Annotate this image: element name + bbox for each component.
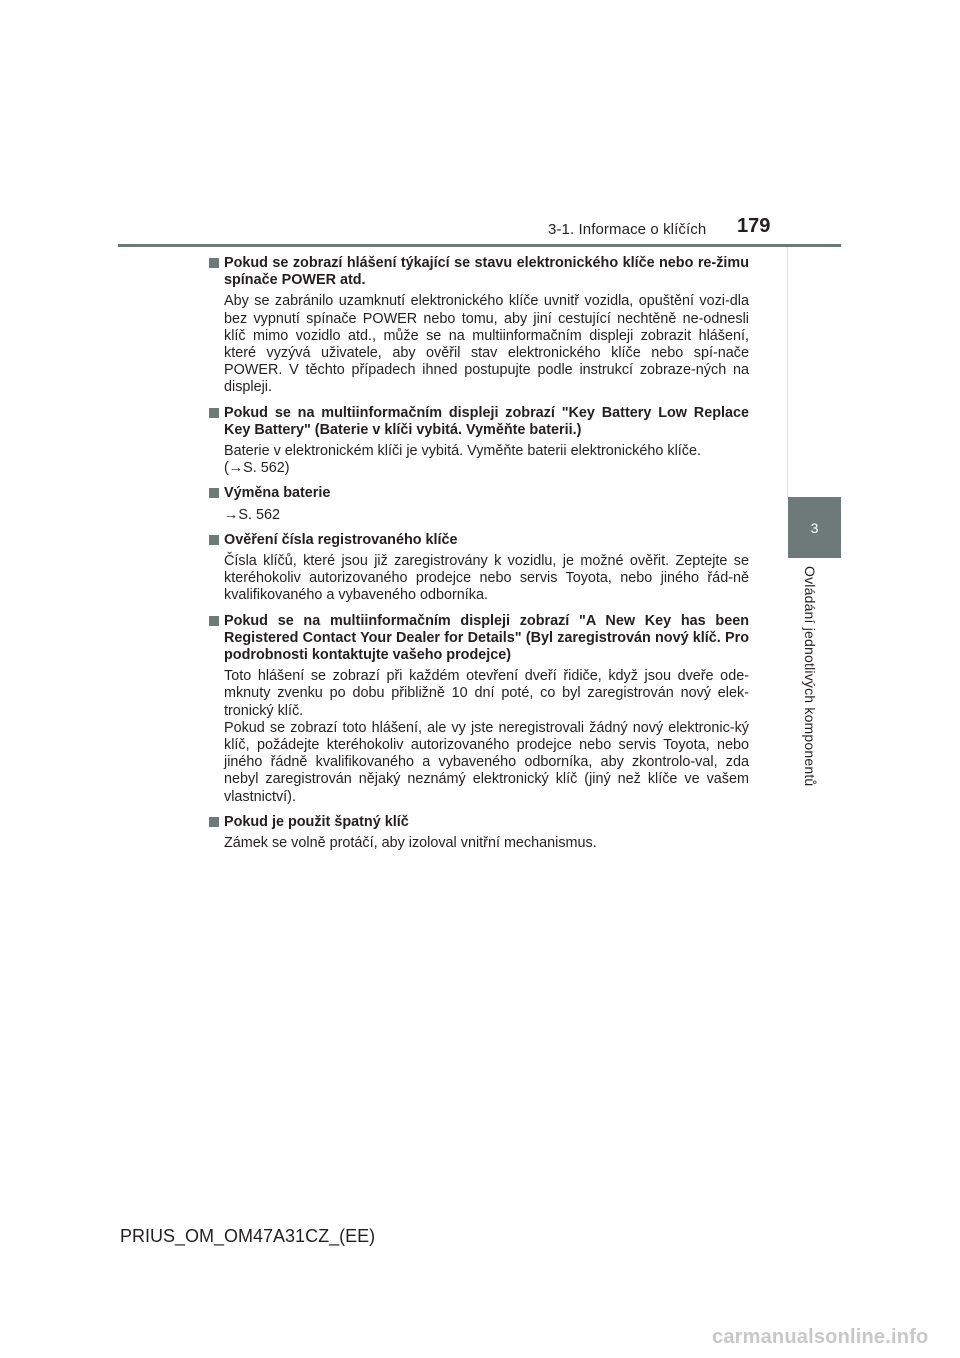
section-new-key-registered: [209, 613, 749, 806]
square-bullet-icon: [209, 817, 219, 827]
side-rule: [787, 247, 842, 497]
section-key-number-check: [209, 532, 749, 605]
square-bullet-icon: [209, 408, 219, 418]
section-heading: Pokud se zobrazí hlášení týkající se stavu elektronického klíče nebo re-žimu spínače POWER atd.: [224, 255, 749, 289]
section-wrong-key: [209, 814, 749, 852]
section-title: 3-1. Informace o klíčích: [548, 221, 707, 238]
header-rule: [118, 244, 841, 247]
section-heading: Pokud se na multiinformačním displeji zobrazí "A New Key has been Registered Contact Your Dealer for Details" (Byl zaregistrován nový klíč. Pro podrobnosti kontaktujte vašeho prodejce): [224, 612, 749, 664]
paragraph: Aby se zabránilo uzamknutí elektronického klíče uvnitř vozidla, opuštění vozi-dla bez vypnutí spínače POWER nebo tomu, aby jiní cestující nechtěně ne-odnesli klíč mimo vozidlo atd., může se na multiinformačním displeji zobrazit hlášení, které vyzývá uživatele, aby ověřil stav elektronického klíče nebo spí-nače POWER. V těchto případech ihned postupujte podle instrukcí zobraze-ných na displeji.: [224, 293, 749, 396]
square-bullet-icon: [209, 616, 219, 626]
square-bullet-icon: [209, 258, 219, 268]
paragraph: Baterie v elektronickém klíči je vybitá. Vyměňte baterii elektronického klíče.: [224, 443, 701, 460]
paragraph: Čísla klíčů, které jsou již zaregistrovány k vozidlu, je možné ověřit. Zeptejte se kteréhokoliv autorizovaného prodejce nebo servis Toyota, nebo jiného řád-ně kvalifikovaného a vybaveného odborníka.: [224, 553, 749, 604]
paragraph: Pokud se zobrazí toto hlášení, ale vy jste neregistrovali žádný nový elektronic-ký klíč, požádejte kteréhokoliv autorizovaného prodejce nebo servis Toyota, nebo jiného řádně kvalifikovaného a vybaveného odborníka, aby zkontrolo-val, zda nebyl zaregistrován nějaký neznámý elektronický klíč (jiný než klíče ve vašem vlastnictví).: [224, 719, 749, 805]
section-key-status-message: [209, 255, 749, 397]
chapter-title: Ovládání jednotlivých komponentů: [802, 566, 818, 787]
paragraph: Zámek se volně protáčí, aby izoloval vnitřní mechanismus.: [224, 835, 597, 852]
page-number: 179: [737, 215, 771, 237]
section-key-battery-low: [209, 405, 749, 478]
page-reference: (→S. 562): [224, 460, 290, 477]
section-heading: Ověření čísla registrovaného klíče: [224, 531, 458, 548]
main-content: [209, 255, 749, 860]
section-heading: Výměna baterie: [224, 485, 331, 502]
paragraph: Toto hlášení se zobrazí při každém otevření dveří řidiče, když jsou dveře ode-mknuty zvenku po dobu přibližně 10 dní poté, co byl zaregistrován nový elek-tronický klíč.: [224, 668, 749, 719]
document-code: PRIUS_OM_OM47A31CZ_(EE): [120, 1226, 376, 1246]
square-bullet-icon: [209, 488, 219, 498]
section-battery-replacement: [209, 485, 749, 523]
page-reference: →S. 562: [224, 506, 280, 523]
chapter-number: 3: [810, 519, 819, 536]
watermark: carmanualsonline.info: [712, 1326, 929, 1348]
section-heading: Pokud je použit špatný klíč: [224, 813, 409, 830]
chapter-tab: [788, 497, 841, 558]
section-heading: Pokud se na multiinformačním displeji zobrazí "Key Battery Low Replace Key Battery" (Baterie v klíči vybitá. Vyměňte baterii.): [224, 404, 749, 438]
square-bullet-icon: [209, 535, 219, 545]
